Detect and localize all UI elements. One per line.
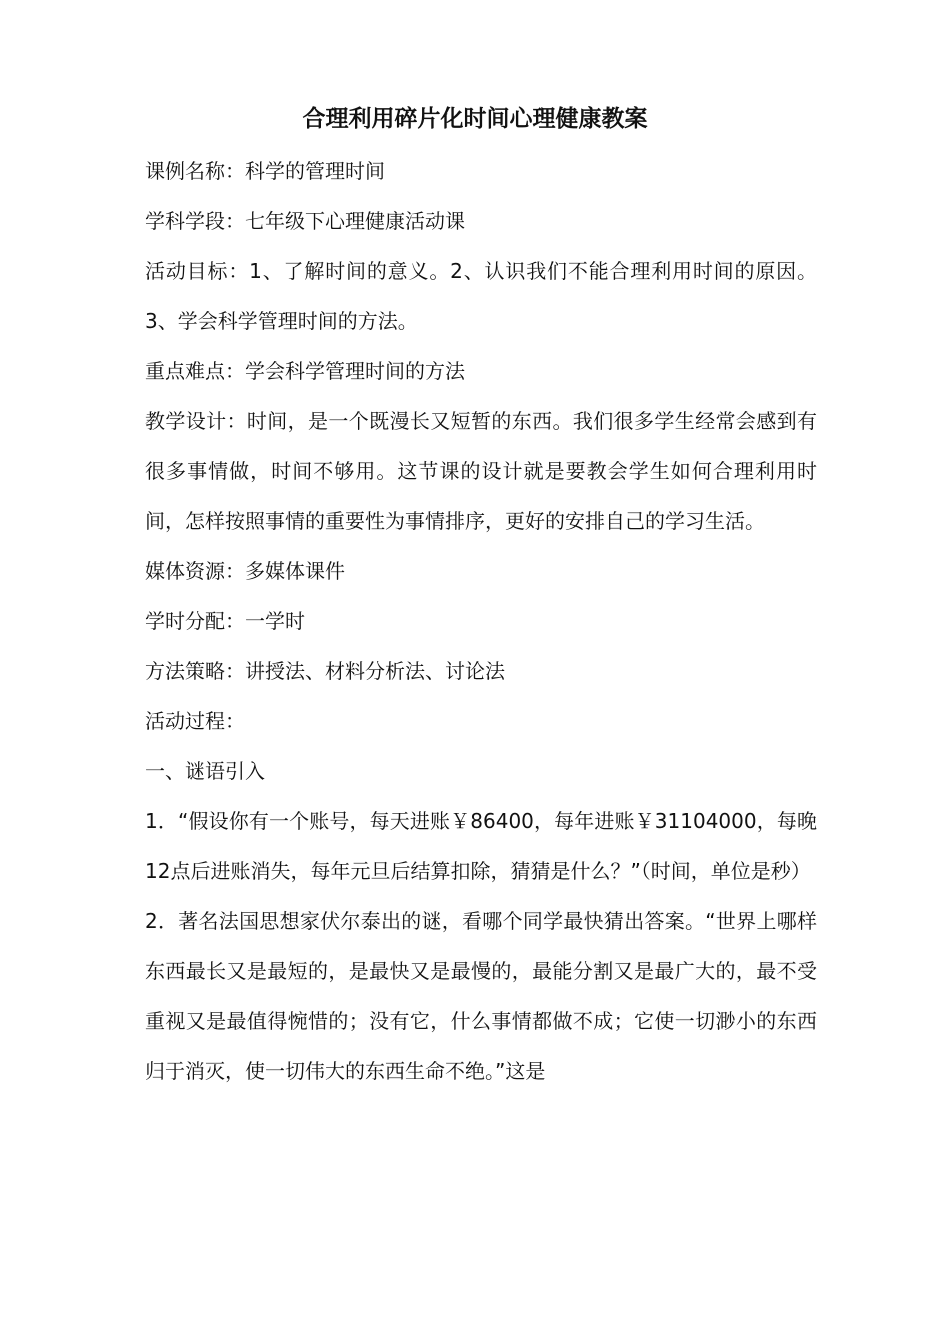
paragraph-subject-level: 学科学段：七年级下心理健康活动课 [145,209,465,233]
paragraph-riddle-1: 1．“假设你有一个账号，每天进账￥86400，每年进账￥31104000，每晚12点后进账消失，每年元旦后结算扣除，猜猜是什么？”（时间，单位是秒） [145,809,817,883]
paragraph-key-points: 重点难点：学会科学管理时间的方法 [145,359,465,383]
paragraph-hours: 学时分配：一学时 [145,609,305,633]
paragraph-section-riddle: 一、谜语引入 [145,759,265,783]
paragraph-objectives: 活动目标：1、了解时间的意义。2、认识我们不能合理利用时间的原因。3、学会科学管理时间的方法。 [145,259,817,333]
paragraph-course-name: 课例名称：科学的管理时间 [145,159,385,183]
paragraph-methods: 方法策略：讲授法、材料分析法、讨论法 [145,659,505,683]
document-title: 合理利用碎片化时间心理健康教案 [302,106,648,132]
paragraph-riddle-2: 2．著名法国思想家伏尔泰出的谜，看哪个同学最快猜出答案。“世界上哪样东西最长又是最短的，是最快又是最慢的，最能分割又是最广大的，最不受重视又是最值得惋惜的；没有它，什么事情都做不成；它使一切渺小的东西归于消灭，使一切伟大的东西生命不绝。”这是 [145,909,817,1083]
document-page [145,100,817,1096]
paragraph-design: 教学设计：时间，是一个既漫长又短暂的东西。我们很多学生经常会感到有很多事情做，时间不够用。这节课的设计就是要教会学生如何合理利用时间，怎样按照事情的重要性为事情排序，更好的安排自己的学习生活。 [145,409,817,533]
paragraph-media: 媒体资源：多媒体课件 [145,559,345,583]
paragraph-process: 活动过程： [145,709,245,733]
